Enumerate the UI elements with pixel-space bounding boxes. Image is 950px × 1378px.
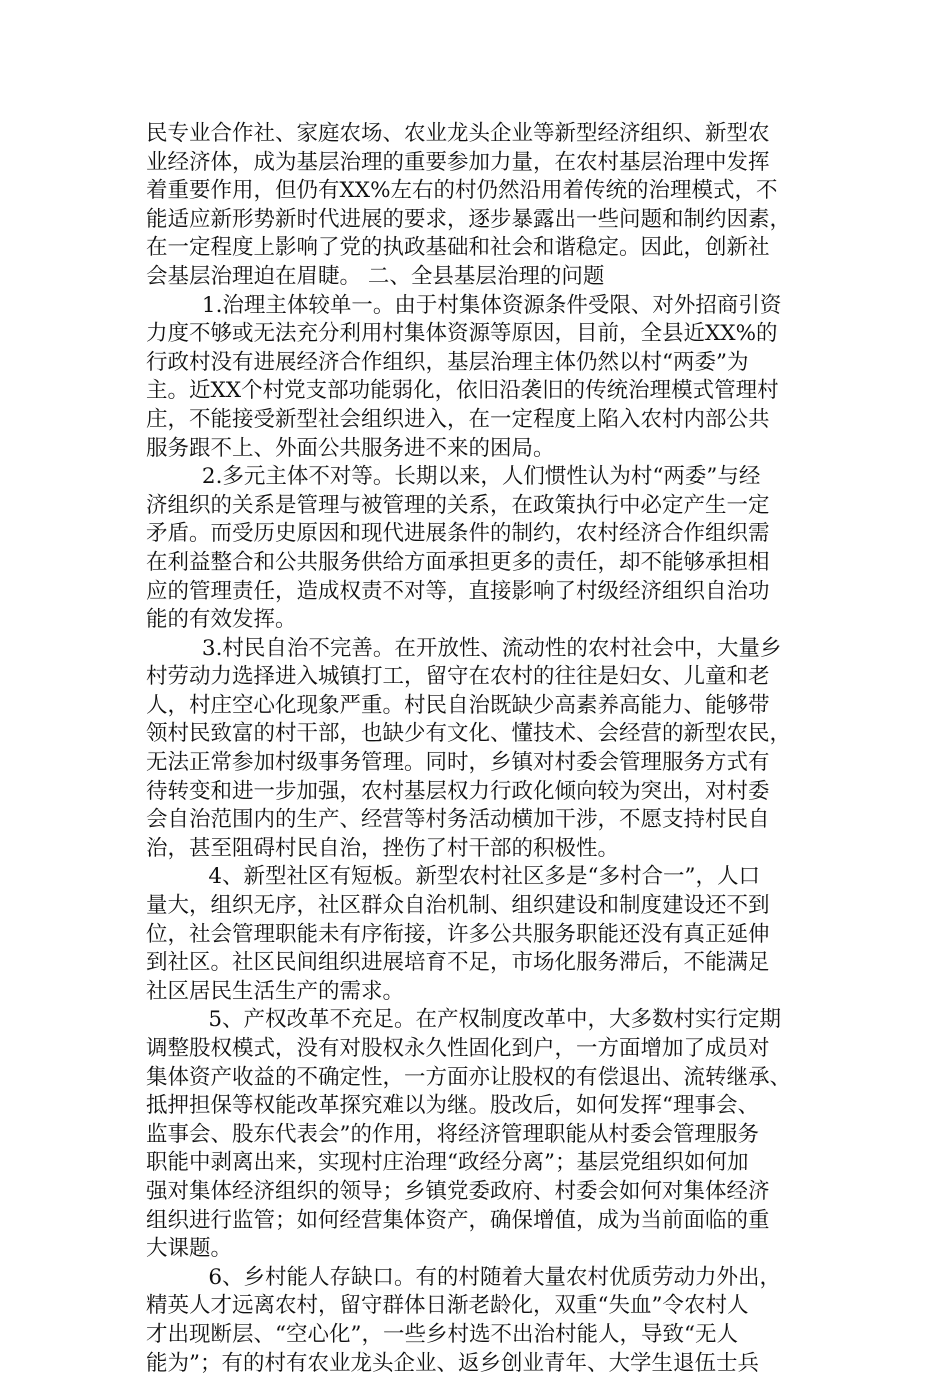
paragraph-item-6: 6、乡村能人存缺口。有的村随着大量农村优质劳动力外出， 精英人才远离农村，留守群体日渐老龄化，双重“失血”令农村人 才出现断层、“空心化”，一些乡村选不出治村能人，导致“无人 能为”；有的村有农业龙头企业、返乡创业青年、大学生退伍士兵 xyxy=(146,1264,782,1376)
paragraph-item-2: 2.多元主体不对等。长期以来，人们惯性认为村“两委”与经 济组织的关系是管理与被管理的关系，在政策执行中必定产生一定 矛盾。而受历史原因和现代进展条件的制约，农村经济合作组织需 在利益整合和公共服务供给方面承担更多的责任，却不能够承担相 应的管理责任，造成权责不对等，直接影响了村级经济组织自治功 能的有效发挥。 xyxy=(146,464,770,633)
paragraph-item-5: 5、产权改革不充足。在产权制度改革中，大多数村实行定期 调整股权模式，没有对股权永久性固化到户，一方面增加了成员对 集体资产收益的不确定性，一方面亦让股权的有偿退出、流转继承、 抵押担保等权能改革探究难以为继。股改后，如何发挥“理事会、 监事会、股东代表会”的作用，将经济管理职能从村委会管理服务 职能中剥离出来，实现村庄治理“政经分离”；基层党组织如何加 强对集体经济组织的领导；乡镇党委政府、村委会如何对集体经济 组织进行监管；如何经营集体资产，确保增值，成为当前面临的重 大课题。 xyxy=(146,1007,792,1262)
paragraph-intro: 民专业合作社、家庭农场、农业龙头企业等新型经济组织、新型农 业经济体，成为基层治理的重要参加力量，在农村基层治理中发挥 着重要作用，但仍有XX%左右的村仍然沿用着传统的治理模式，不 能适应新形势新时代进展的要求，逐步暴露出一些问题和制约因素， 在一定程度上影响了党的执政基础和社会和谐稳定。因此，创新社 会基层治理迫在眉睫。 二、全县基层治理的问题 xyxy=(146,121,792,289)
paragraph-item-4: 4、新型社区有短板。新型农村社区多是“多村合一”，人口 量大，组织无序，社区群众自治机制、组织建设和制度建设还不到 位，社会管理职能未有序衔接，许多公共服务职能还没有真正延伸 到社区。社区民间组织进展培育不足，市场化服务滞后，不能满足 社区居民生活生产的需求。 xyxy=(146,864,770,1004)
document-body xyxy=(146,120,824,1378)
paragraph-item-3: 3.村民自治不完善。在开放性、流动性的农村社会中，大量乡 村劳动力选择进入城镇打工，留守在农村的往往是妇女、儿童和老 人，村庄空心化现象严重。村民自治既缺少高素养高能力、能够带 领村民致富的村干部，也缺少有文化、懂技术、会经营的新型农民， 无法正常参加村级事务管理。同时，乡镇对村委会管理服务方式有 待转变和进一步加强，农村基层权力行政化倾向较为突出，对村委 会自治范围内的生产、经营等村务活动横加干涉，不愿支持村民自 治，甚至阻碍村民自治，挫伤了村干部的积极性。 xyxy=(146,635,792,861)
paragraph-item-1: 1.治理主体较单一。由于村集体资源条件受限、对外招商引资 力度不够或无法充分利用村集体资源等原因，目前，全县近XX%的 行政村没有进展经济合作组织，基层治理主体仍然以村“两委”为 主。近XX个村党支部功能弱化，依旧沿袭旧的传统治理模式管理村 庄，不能接受新型社会组织进入，在一定程度上陷入农村内部公共 服务跟不上、外面公共服务进不来的困局。 xyxy=(146,292,782,461)
